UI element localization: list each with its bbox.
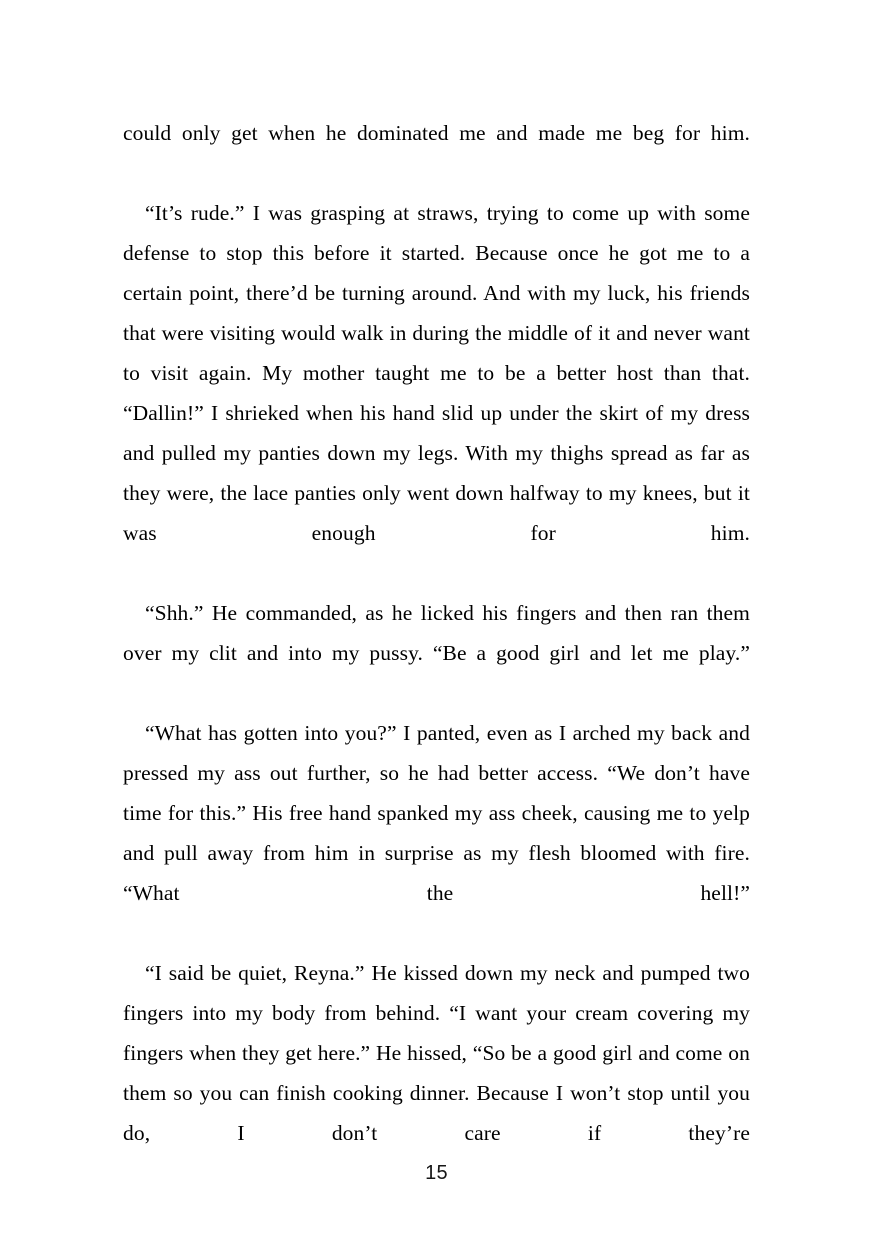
- body-paragraph: “I said be quiet, Reyna.” He kissed down my neck and pumped two fingers into my body from behind. “I want your cream covering my fingers when they get here.” He hissed, “So be a good girl and come on them so you can finish cooking dinner. Because I won’t stop until you do, I don’t care if they’re: [123, 961, 750, 1145]
- body-paragraph: “Shh.” He commanded, as he licked his fingers and then ran them over my clit and into my pussy. “Be a good girl and let me play.”: [123, 601, 750, 665]
- body-paragraph: “What has gotten into you?” I panted, even as I arched my back and pressed my ass out further, so he had better access. “We don’t have time for this.” His free hand spanked my ass cheek, causing me to yelp and pull away from him in surprise as my flesh bloomed with fire. “What the hell!”: [123, 721, 750, 905]
- body-paragraph: could only get when he dominated me and made me beg for him.: [123, 121, 750, 145]
- page-number: 15: [425, 1162, 448, 1184]
- body-paragraph: “It’s rude.” I was grasping at straws, trying to come up with some defense to stop this before it started. Because once he got me to a certain point, there’d be turning around. And with my luck, his friends that were visiting would walk in during the middle of it and never want to visit again. My mother taught me to be a better host than that. “Dallin!” I shrieked when his hand slid up under the skirt of my dress and pulled my panties down my legs. With my thighs spread as far as they were, the lace panties only went down halfway to my knees, but it was enough for him.: [123, 201, 750, 545]
- page-text-body: [123, 113, 750, 1193]
